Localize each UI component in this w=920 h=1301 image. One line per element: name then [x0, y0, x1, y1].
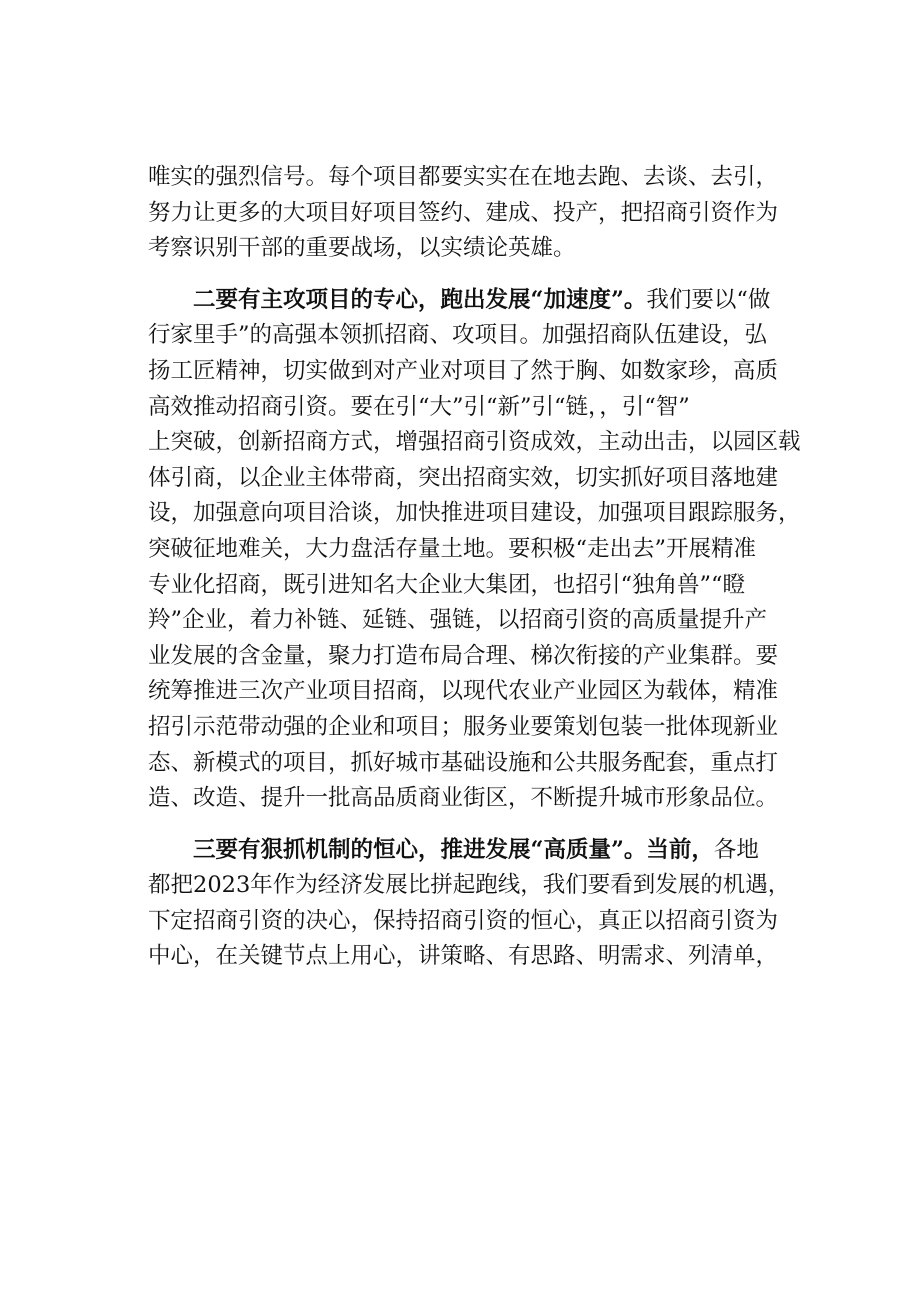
paragraph-line: 上突破，创新招商方式，增强招商引资成效，主动出击，以园区载: [148, 429, 801, 456]
paragraph-line: 专业化招商，既引进知名大企业大集团，也招引“独角兽”“瞪: [148, 571, 746, 598]
paragraph-line: 考察识别干部的重要战场，以实绩论英雄。: [148, 235, 576, 262]
paragraph-first-line: [148, 283, 820, 319]
paragraph-line: 高效推动招商引资。要在引“大”引“新”引“链，，引“智”: [148, 393, 690, 420]
paragraph-line: 努力让更多的大项目好项目签约、建成、投产，把招商引资作为: [148, 199, 779, 226]
paragraph-line: 态、新模式的项目，抓好城市基础设施和公共服务配套，重点打: [148, 749, 779, 776]
paragraph-line: 招引示范带动强的企业和项目；服务业要策划包装一批体现新业: [148, 713, 779, 740]
paragraph-line: 统筹推进三次产业项目招商，以现代农业产业园区为载体，精准: [148, 678, 779, 705]
paragraph-line: 突破征地难关，大力盘活存量土地。要积极“走出去”开展精准: [148, 535, 757, 562]
paragraph-line: 中心，在关键节点上用心，讲策略、有思路、明需求、列清单，: [148, 943, 779, 970]
paragraph-line: 体引商，以企业主体带商，突出招商实效，切实抓好项目落地建: [148, 464, 779, 491]
paragraph-text: 我们要以“做: [646, 286, 771, 313]
paragraph-line: 造、改造、提升一批高品质商业街区，不断提升城市形象品位。: [148, 785, 779, 812]
paragraph-heading: 三要有狠抓机制的恒心，推进发展“高质量”。当前，: [193, 836, 714, 863]
paragraph-text: 各地: [713, 836, 759, 863]
paragraph-line: 唯实的强烈信号。每个项目都要实实在在地去跑、去谈、去引，: [148, 164, 779, 190]
paragraph-line: 下定招商引资的决心，保持招商引资的恒心，真正以招商引资为: [148, 907, 779, 934]
paragraph-line: 业发展的含金量，聚力打造布局合理、梯次衔接的产业集群。要: [148, 642, 779, 669]
paragraph-line: 都把2023年作为经济发展比拼起跑线，我们要看到发展的机遇，: [148, 872, 791, 899]
paragraph-line: 扬工匠精神，切实做到对产业对项目了然于胸、如数家珍，高质: [148, 357, 779, 384]
document-body: [148, 160, 820, 975]
paragraph-line: 行家里手”的高强本领抓招商、攻项目。加强招商队伍建设，弘: [148, 322, 768, 349]
paragraph-line: 羚”企业，着力补链、延链、强链，以招商引资的高质量提升产: [148, 607, 768, 634]
paragraph-heading: 二要有主攻项目的专心，跑出发展“加速度”。: [193, 286, 647, 313]
paragraph-line: 设，加强意向项目洽谈，加快推进项目建设，加强项目跟踪服务，: [148, 500, 801, 527]
paragraph-first-line: [148, 833, 820, 869]
